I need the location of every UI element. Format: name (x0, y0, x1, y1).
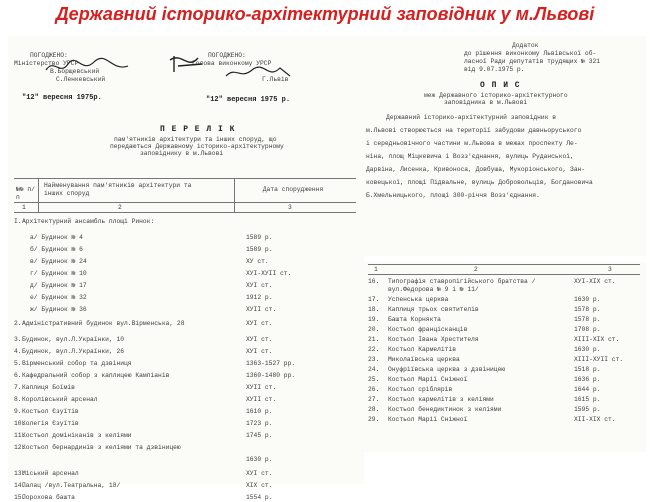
left-row-name: Будинок, вул.Л.Українки, 10 (22, 336, 125, 343)
left-row-name: Порохова башта (22, 494, 75, 501)
list-subheading-3: заповіднику в м.Львові (140, 150, 224, 157)
right-row-name: Онуфріївська церква з дзвіницею (388, 366, 506, 373)
left-row-date: XУІ-XУІІ ст. (246, 270, 292, 277)
list-subheading-2: передаються Державному історико-архітектурному (110, 143, 284, 150)
right-row-number: 22. (368, 346, 380, 353)
approval-right-city: Г.Львів (262, 76, 289, 83)
right-row-number: 24. (368, 366, 380, 373)
rb-col-number-2: 2 (474, 266, 478, 273)
left-row-date: 1589 р. (246, 234, 273, 241)
left-row-date: XУІІ ст. (246, 384, 277, 391)
description-heading: О П И С (480, 81, 521, 90)
rb-top-rule (368, 264, 640, 265)
description-subheading-2: заповідника в м.Львові (444, 99, 528, 106)
left-row-number: 11. (14, 432, 26, 439)
col-header-date: Дата спорудження (262, 186, 324, 193)
left-row-name: Королівський арсенал (22, 396, 98, 403)
right-row-name: Костьол Марії Сніжної (388, 376, 468, 383)
date-right: "12" вересня 1975 р. (206, 96, 291, 104)
right-row-date: 1578 р. (574, 316, 601, 323)
right-row-date: 1595 р. (574, 406, 601, 413)
list-subheading-1: пам'ятників архітектури та інших споруд, що (114, 136, 277, 143)
table-numbers-rule (14, 212, 356, 213)
col-number-3: 3 (288, 204, 292, 211)
signature-middle (168, 52, 208, 78)
right-row-number: 19. (368, 316, 380, 323)
right-row-number: 16. (368, 278, 380, 285)
left-row-number: 4. (14, 348, 22, 355)
approval-left-label: ПОГОДЖЕНО: (30, 52, 68, 59)
left-row-number: 10. (14, 420, 26, 427)
left-row-name: Костьол бернардинів з келіями та дзвіницею (22, 444, 181, 451)
approval-left-name1: В.Борщевський (50, 68, 100, 75)
col-number-1: 1 (22, 204, 26, 211)
right-row-date: 1636 р. (574, 376, 601, 383)
right-row-name: Костьол Марії Сніжної (388, 416, 468, 423)
right-row-date: 1630 р. (574, 346, 601, 353)
left-row-date: XУІ ст. (246, 348, 273, 355)
left-row-name: Кафедральний собор з каплицею Кампіанів (22, 372, 170, 379)
right-row-number: 17. (368, 296, 380, 303)
right-row-date: XІІІ-XУІІ ст. (574, 356, 624, 363)
page-title: Державний історико-архітектурний заповідник у м.Львові (55, 4, 595, 24)
approval-right-org: Голова виконкому УРСР (192, 60, 272, 67)
right-row-number: 26. (368, 386, 380, 393)
description-body-7: Б.Хмельницького, площі 300-річчя Возз'єднання. (366, 192, 540, 199)
right-row-name: Костьол сріблярів (388, 386, 453, 393)
signature-left (42, 56, 132, 78)
left-row-date: XУІІ ст. (246, 396, 277, 403)
left-document (8, 36, 364, 501)
left-row-name: е/ Будинок № 32 (30, 294, 87, 301)
left-row-name: Костьол домініканів з келіями (22, 432, 132, 439)
col-header-num: №№ п/п (16, 186, 35, 201)
right-row-date: 1630 р. (574, 296, 601, 303)
left-row-date: XУІ ст. (246, 320, 273, 327)
right-row-name: Костьол кармелітів з келіями (388, 396, 494, 403)
right-row-name: Миколаївська церква (388, 356, 460, 363)
rb-header-rule (368, 274, 640, 275)
left-row-name: б/ Будинок № 6 (30, 246, 83, 253)
left-row-date: 1630 р. (246, 456, 273, 463)
col-number-2: 2 (118, 204, 122, 211)
right-row-number: 27. (368, 396, 380, 403)
right-row-date: 1578 р. (574, 306, 601, 313)
left-row-name: Адміністративний будинок вул.Вірменська, 28 (22, 320, 185, 327)
date-left: "12" вересня 1975р. (22, 94, 102, 102)
left-row-date: XУІ ст. (246, 470, 273, 477)
description-body-3: і середньовічного частини м.Львова в межах проспекту Ле- (366, 140, 578, 147)
left-row-name: Вірменський собор та дзвіниця (22, 360, 132, 367)
left-row-date: XУІІ ст. (246, 306, 277, 313)
annex-line-2: до рішення виконкому Львівської об- (464, 50, 597, 57)
signature-right (224, 64, 294, 82)
right-row-number: 29. (368, 416, 380, 423)
description-body-5: Дарвіна, Лисенка, Кривоноса, Довбуша, Мукоріонського, Зан- (366, 166, 586, 173)
right-row-name: Костьол францісканців (388, 326, 468, 333)
approval-left-org: Міністерство УРСР (14, 60, 79, 67)
right-row-date: 1615 р. (574, 396, 601, 403)
left-row-name: Палац /вул.Театральна, 18/ (22, 482, 121, 489)
left-row-number: 15. (14, 494, 26, 501)
right-row-number: 18. (368, 306, 380, 313)
left-row-name: в/ Будинок № 24 (30, 258, 87, 265)
table-header-rule (14, 202, 356, 203)
right-row-number: 21. (368, 336, 380, 343)
description-body-6: ковецької, площі Підвальне, вулиць Добровольців, Богдановича (366, 179, 593, 186)
right-row-date: 1644 р. (574, 386, 601, 393)
approval-right-label: ПОГОДЖЕНО: (208, 52, 246, 59)
right-row-name: Костьол Івана Хрестителя (388, 336, 479, 343)
table-top-rule (14, 178, 356, 179)
left-row-date: 1589 р. (246, 246, 273, 253)
left-row-number: 6. (14, 372, 22, 379)
description-body-1: Державний історико-архітектурний заповідник в (386, 114, 557, 121)
annex-line-4: від 9.07.1975 р. (464, 66, 525, 73)
right-row-name: Типографія ставропігійського братства /вул.Федорова № 9 і № 11/ (388, 278, 536, 293)
col-header-name: Найменування пам'ятників архітектури та інших споруд (44, 182, 192, 197)
left-row-number: 9. (14, 408, 22, 415)
left-row-name: д/ Будинок № 17 (30, 282, 87, 289)
left-row-date: 1723 р. (246, 420, 273, 427)
left-row-name: Будинок, вул.Л.Українки, 26 (22, 348, 125, 355)
left-row-number: 2. (14, 320, 22, 327)
right-row-name: Башта Корнякта (388, 316, 441, 323)
table-vrule-1 (38, 178, 39, 212)
left-row-date: 1360-1480 рр. (246, 372, 296, 379)
left-row-name: Міський арсенал (22, 470, 79, 477)
right-row-name: Успенська церква (388, 296, 449, 303)
right-row-name: Костьол Кармелітів (388, 346, 457, 353)
left-row-date: 1554 р. (246, 494, 273, 501)
right-row-date: XІІ-XІХ ст. (574, 416, 616, 423)
annex-line-3: ласної Ради депутатів трудящих № 321 (464, 58, 601, 65)
left-row-date: 1610 р. (246, 408, 273, 415)
left-row-date: XУІ ст. (246, 336, 273, 343)
right-row-date: XУІ-XІХ ст. (574, 278, 616, 285)
annex-line-1: Додаток (512, 42, 539, 49)
right-row-number: 23. (368, 356, 380, 363)
description-subheading-1: меж Державного історико-архітектурного (424, 92, 568, 99)
left-row-name: Каплиця Боїмів (22, 384, 75, 391)
right-row-number: 20. (368, 326, 380, 333)
description-body-4: ніна, площ Міцкевича і Возз'єднання, вулиць Руданської, (366, 153, 574, 160)
left-row-date: 1745 р. (246, 432, 273, 439)
left-row-name: г/ Будинок № 10 (30, 270, 87, 277)
left-row-name: Колегія Єзуїтів (22, 420, 79, 427)
left-row-number: I. (14, 218, 22, 225)
left-row-name: ж/ Будинок № 36 (30, 306, 87, 313)
left-row-date: XУІ ст. (246, 282, 273, 289)
right-row-date: XІІІ-XІХ ст. (574, 336, 620, 343)
right-row-name: Каплиця трьох святителів (388, 306, 479, 313)
right-bottom-document (364, 262, 646, 452)
right-row-date: 1518 р. (574, 366, 601, 373)
left-row-name: Архітектурний ансамбль площі Ринок: (22, 218, 155, 225)
rb-col-number-3: 3 (608, 266, 612, 273)
right-top-document (364, 36, 646, 256)
left-row-date: 1363-1527 рр. (246, 360, 296, 367)
left-row-name: а/ Будинок № 4 (30, 234, 83, 241)
left-row-number: 12. (14, 444, 26, 451)
left-row-number: 14. (14, 482, 26, 489)
right-row-name: Костьол бенедиктинок з келіями (388, 406, 502, 413)
left-row-date: XУ ст. (246, 258, 269, 265)
left-row-date: 1912 р. (246, 294, 273, 301)
left-row-number: 3. (14, 336, 22, 343)
description-body-2: м.Львові створюється на території забудови давньоруського (366, 127, 582, 134)
approval-left-name2: С.Ленкевський (56, 76, 106, 83)
left-row-name: Костьол Єзуїтів (22, 408, 79, 415)
right-row-number: 28. (368, 406, 380, 413)
list-heading: П Е Р Е Л І К (160, 125, 236, 134)
right-row-date: 1708 р. (574, 326, 601, 333)
left-row-number: 8. (14, 396, 22, 403)
right-row-number: 25. (368, 376, 380, 383)
left-row-number: 13. (14, 470, 26, 477)
rb-col-number-1: 1 (374, 266, 378, 273)
table-vrule-2 (234, 178, 235, 212)
left-row-number: 7. (14, 384, 22, 391)
left-row-date: XІХ ст. (246, 482, 273, 489)
left-row-number: 5. (14, 360, 22, 367)
